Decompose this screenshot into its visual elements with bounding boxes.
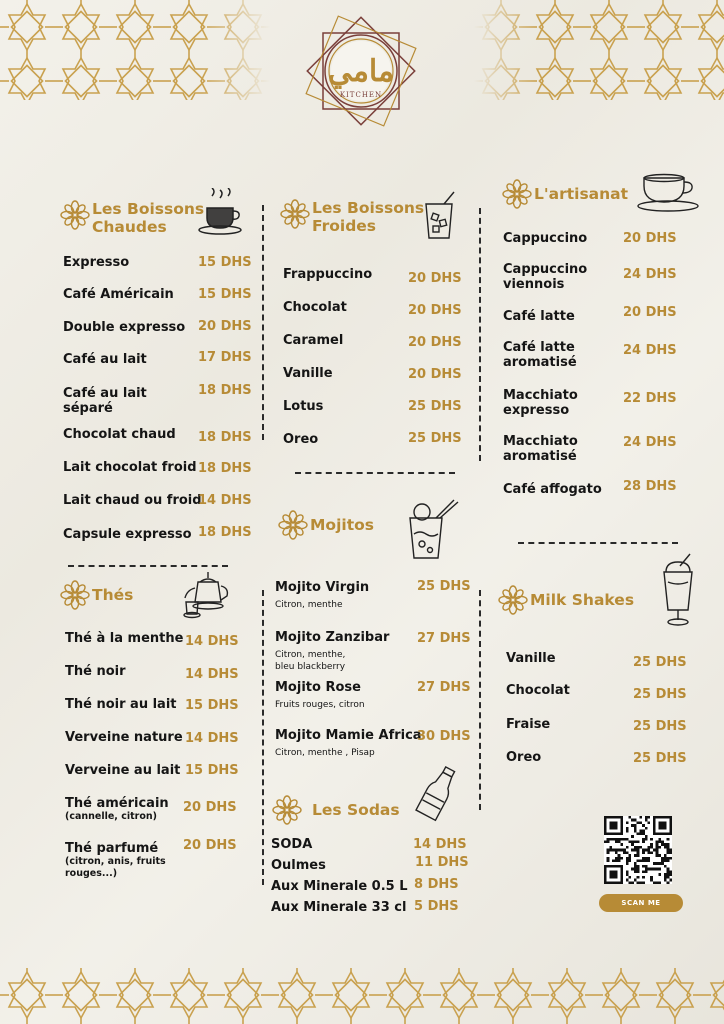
geometric-pattern-bottom: [0, 968, 724, 1024]
milkshake-icon: [656, 552, 698, 628]
menu-item-description: Citron, menthe , Pisap: [275, 748, 375, 758]
menu-item-price: 15 DHS: [185, 698, 239, 713]
section-header-boissons-froides: [280, 199, 424, 235]
menu-item-name: Café latte aromatisé: [503, 340, 577, 370]
menu-item-description: bleu blackberry: [275, 662, 346, 672]
menu-item-price: 18 DHS: [198, 525, 252, 540]
menu-item-name: Café au lait: [63, 352, 147, 367]
flower-ornament-icon: [498, 585, 528, 615]
menu-item-price: 20 DHS: [623, 231, 677, 246]
menu-item-name: Lotus: [283, 399, 324, 414]
menu-item-name: SODA: [271, 837, 313, 852]
menu-item-price: 14 DHS: [185, 667, 239, 682]
menu-item-name: Oreo: [283, 432, 319, 447]
section-header-mojitos: [278, 510, 374, 540]
logo-subtitle: KITCHEN: [339, 91, 383, 99]
section-header-sodas: [272, 795, 400, 825]
menu-item-price: 14 DHS: [185, 731, 239, 746]
menu-item-name: Oreo: [506, 750, 542, 765]
menu-item-name: Mojito Mamie Africa Citron, menthe , Pisap: [275, 728, 422, 758]
menu-item-price: 14 DHS: [413, 837, 467, 852]
column-divider: [479, 590, 481, 810]
flower-ornament-icon: [278, 510, 308, 540]
menu-item-price: 5 DHS: [414, 899, 459, 914]
flower-ornament-icon: [502, 179, 532, 209]
menu-item-name: Vanille: [283, 366, 333, 381]
menu-item-price: 24 DHS: [623, 343, 677, 358]
menu-item-name: Aux Minerale 33 cl: [271, 900, 407, 915]
menu-item-price: 22 DHS: [623, 391, 677, 406]
menu-item-price: 8 DHS: [414, 877, 459, 892]
section-title: Les Boissons Froides: [312, 199, 425, 235]
menu-item-description: Fruits rouges, citron: [275, 700, 365, 710]
section-header-milk-shakes: [498, 585, 634, 615]
section-title: Thés: [92, 586, 134, 604]
menu-item-name: Lait chocolat froid: [63, 460, 197, 475]
section-divider: [68, 565, 228, 567]
menu-item-name: Macchiato expresso: [503, 388, 578, 418]
section-title: Milk Shakes: [530, 591, 635, 609]
latte-cup-icon: [636, 170, 702, 214]
menu-item-name: Vanille: [506, 651, 556, 666]
menu-item-price: 25 DHS: [633, 687, 687, 702]
menu-item-price: 28 DHS: [623, 479, 677, 494]
geometric-pattern-top-left: [0, 0, 270, 100]
menu-item-price: 11 DHS: [415, 855, 469, 870]
menu-item-name: Café affogato: [503, 482, 602, 497]
menu-item-price: 25 DHS: [633, 655, 687, 670]
menu-item-name: Café latte: [503, 309, 575, 324]
menu-item-name: Mojito Rose Fruits rouges, citron: [275, 680, 365, 710]
menu-item-name: Oulmes: [271, 858, 326, 873]
section-divider: [295, 472, 455, 474]
qr-code[interactable]: [604, 816, 672, 884]
menu-item-price: 30 DHS: [417, 729, 471, 744]
menu-item-price: 20 DHS: [183, 838, 237, 853]
menu-item-name: Aux Minerale 0.5 L: [271, 879, 408, 894]
menu-item-price: 24 DHS: [623, 435, 677, 450]
menu-item-name: Café au lait séparé: [63, 386, 147, 416]
menu-item-name: Macchiato aromatisé: [503, 434, 578, 464]
menu-item-name: Chocolat chaud: [63, 427, 176, 442]
menu-item-price: 14 DHS: [185, 634, 239, 649]
menu-item-price: 15 DHS: [198, 255, 252, 270]
menu-item-price: 20 DHS: [408, 367, 462, 382]
menu-item-name: Thé américain (cannelle, citron): [65, 796, 175, 823]
section-title: Les Boissons Chaudes: [92, 200, 205, 236]
menu-item-name: Thé parfumé (citron, anis, fruits rouges...): [65, 841, 175, 880]
scan-me-button[interactable]: SCAN ME: [599, 894, 683, 912]
menu-item-price: 17 DHS: [198, 350, 252, 365]
menu-item-price: 18 DHS: [198, 461, 252, 476]
menu-item-name: Chocolat: [283, 300, 347, 315]
flower-ornament-icon: [272, 795, 302, 825]
menu-item-name: Cappuccino: [503, 231, 588, 246]
menu-item-price: 20 DHS: [408, 303, 462, 318]
menu-item-name: Café Américain: [63, 287, 174, 302]
menu-item-price: 20 DHS: [408, 271, 462, 286]
menu-item-price: 18 DHS: [198, 383, 252, 398]
menu-item-price: 15 DHS: [198, 287, 252, 302]
menu-item-name: Thé noir au lait: [65, 697, 177, 712]
menu-item-name: Expresso: [63, 255, 130, 270]
column-divider: [479, 208, 481, 461]
menu-item-name: Chocolat: [506, 683, 570, 698]
flower-ornament-icon: [280, 199, 310, 229]
logo-arabic-text: مامي: [327, 54, 395, 89]
section-title: Mojitos: [310, 516, 374, 534]
menu-item-price: 20 DHS: [408, 335, 462, 350]
section-header-artisanat: [502, 179, 628, 209]
menu-item-price: 25 DHS: [633, 719, 687, 734]
menu-item-name: Thé noir: [65, 664, 126, 679]
menu-item-name: Mojito Virgin Citron, menthe: [275, 580, 370, 610]
menu-item-name: Thé à la menthe: [65, 631, 184, 646]
restaurant-logo: [298, 8, 424, 134]
menu-item-note: (citron, anis, fruits rouges...): [65, 856, 166, 879]
menu-item-price: 27 DHS: [417, 680, 471, 695]
menu-item-price: 25 DHS: [408, 431, 462, 446]
mojito-glass-icon: [404, 498, 464, 564]
coffee-cup-icon: [196, 188, 246, 238]
flower-ornament-icon: [60, 200, 90, 230]
section-header-boissons-chaudes: [60, 200, 204, 236]
menu-item-note: (cannelle, citron): [65, 811, 157, 822]
menu-item-name: Verveine au lait: [65, 763, 181, 778]
section-header-thes: [60, 580, 133, 610]
menu-item-description: Citron, menthe: [275, 600, 343, 610]
menu-item-price: 18 DHS: [198, 430, 252, 445]
menu-item-name: Cappuccino viennois: [503, 262, 588, 292]
menu-item-price: 20 DHS: [623, 305, 677, 320]
menu-item-description: Citron, menthe,: [275, 650, 346, 660]
menu-item-price: 20 DHS: [183, 800, 237, 815]
menu-item-price: 14 DHS: [198, 493, 252, 508]
column-divider: [262, 205, 264, 440]
menu-item-name: Double expresso: [63, 320, 186, 335]
section-divider: [518, 542, 678, 544]
flower-ornament-icon: [60, 580, 90, 610]
geometric-pattern-top-right: [474, 0, 724, 100]
menu-item-name: Capsule expresso: [63, 527, 192, 542]
menu-item-price: 27 DHS: [417, 631, 471, 646]
menu-item-name: Lait chaud ou froid: [63, 493, 202, 508]
menu-item-name: Verveine nature: [65, 730, 183, 745]
menu-item-name: Caramel: [283, 333, 344, 348]
menu-item-name: Fraise: [506, 717, 551, 732]
menu-item-price: 25 DHS: [633, 751, 687, 766]
menu-item-price: 24 DHS: [623, 267, 677, 282]
menu-item-name: Mojito Zanzibar Citron, menthe, bleu blackberry: [275, 630, 390, 672]
menu-item-price: 15 DHS: [185, 763, 239, 778]
menu-item-name: Frappuccino: [283, 267, 373, 282]
menu-item-price: 25 DHS: [408, 399, 462, 414]
menu-item-price: 25 DHS: [417, 579, 471, 594]
section-title: Les Sodas: [312, 801, 400, 819]
section-title: L'artisanat: [534, 185, 629, 203]
iced-drink-icon: [420, 190, 460, 242]
teapot-icon: [180, 568, 230, 620]
soda-bottle-icon: [414, 764, 460, 824]
column-divider: [262, 590, 264, 885]
menu-item-price: 20 DHS: [198, 319, 252, 334]
